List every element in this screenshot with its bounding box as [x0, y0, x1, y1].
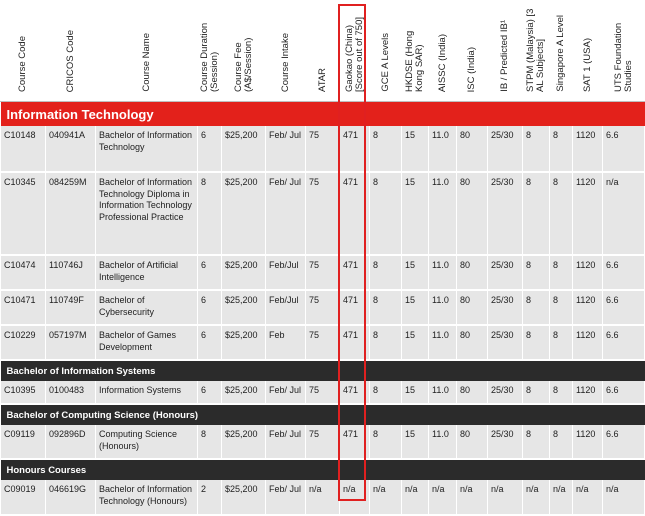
- cell-isc: n/a: [457, 480, 488, 515]
- cell-hkdse: 15: [402, 381, 429, 404]
- cell-course-name: Bachelor of Games Development: [96, 325, 198, 360]
- cell-atar: 75: [306, 290, 340, 325]
- cell-duration: 6: [198, 126, 222, 172]
- cell-cricos-code: 110746J: [46, 255, 96, 290]
- cell-cricos-code: 110749F: [46, 290, 96, 325]
- cell-sat: 1120: [573, 325, 603, 360]
- cell-ib: 25/30: [488, 425, 523, 459]
- cell-course-name: Bachelor of Information Technology: [96, 126, 198, 172]
- cell-gce: 8: [370, 255, 402, 290]
- cell-duration: 6: [198, 290, 222, 325]
- cell-stpm: 8: [523, 172, 550, 255]
- cell-cricos-code: 046619G: [46, 480, 96, 515]
- cell-gce: 8: [370, 290, 402, 325]
- cell-atar: 75: [306, 381, 340, 404]
- cell-ib: 25/30: [488, 290, 523, 325]
- cell-gaokao: 471: [340, 126, 370, 172]
- cell-cricos-code: 057197M: [46, 325, 96, 360]
- cell-course-name: Bachelor of Artificial Intelligence: [96, 255, 198, 290]
- cell-atar: 75: [306, 126, 340, 172]
- section-header-honours-courses: [1, 459, 645, 480]
- cell-duration: 8: [198, 425, 222, 459]
- cell-atar: 75: [306, 172, 340, 255]
- cell-uts-foundation: 6.6: [603, 425, 645, 459]
- column-header: Course Duration (Session): [198, 0, 222, 102]
- cell-uts-foundation: 6.6: [603, 381, 645, 404]
- cell-cricos-code: 092896D: [46, 425, 96, 459]
- column-header: ATAR: [306, 0, 340, 102]
- cell-aissc: 11.0: [429, 126, 457, 172]
- section-title: Honours Courses: [1, 459, 645, 480]
- column-header: ISC (India): [457, 0, 488, 102]
- cell-singapore-a-level: 8: [550, 325, 573, 360]
- cell-sat: 1120: [573, 381, 603, 404]
- cell-sat: 1120: [573, 172, 603, 255]
- column-header: Course Fee (A$/Session): [222, 0, 266, 102]
- column-header: Course Intake: [266, 0, 306, 102]
- cell-gaokao: n/a: [340, 480, 370, 515]
- cell-intake: Feb/Jul: [266, 290, 306, 325]
- cell-intake: Feb/ Jul: [266, 425, 306, 459]
- column-header: CRICOS Code: [46, 0, 96, 102]
- cell-isc: 80: [457, 126, 488, 172]
- column-header: Course Name: [96, 0, 198, 102]
- cell-gce: 8: [370, 172, 402, 255]
- cell-singapore-a-level: 8: [550, 126, 573, 172]
- cell-gaokao: 471: [340, 255, 370, 290]
- cell-gce: 8: [370, 126, 402, 172]
- cell-singapore-a-level: 8: [550, 425, 573, 459]
- header-row: [1, 0, 645, 102]
- section-header-computing-science: [1, 404, 645, 425]
- cell-course-code: C10345: [1, 172, 46, 255]
- cell-isc: 80: [457, 290, 488, 325]
- cell-isc: 80: [457, 325, 488, 360]
- cell-atar: 75: [306, 425, 340, 459]
- cell-singapore-a-level: 8: [550, 255, 573, 290]
- cell-cricos-code: 0100483: [46, 381, 96, 404]
- cell-hkdse: 15: [402, 172, 429, 255]
- cell-duration: 6: [198, 381, 222, 404]
- cell-uts-foundation: n/a: [603, 480, 645, 515]
- cell-gaokao: 471: [340, 381, 370, 404]
- cell-fee: $25,200: [222, 381, 266, 404]
- cell-aissc: 11.0: [429, 381, 457, 404]
- column-header: GCE A Levels: [370, 0, 402, 102]
- section-title: Bachelor of Information Systems: [1, 360, 645, 381]
- cell-intake: Feb/ Jul: [266, 126, 306, 172]
- cell-stpm: 8: [523, 290, 550, 325]
- cell-cricos-code: 040941A: [46, 126, 96, 172]
- cell-course-code: C09019: [1, 480, 46, 515]
- cell-aissc: n/a: [429, 480, 457, 515]
- cell-stpm: 8: [523, 325, 550, 360]
- cell-aissc: 11.0: [429, 325, 457, 360]
- cell-ib: n/a: [488, 480, 523, 515]
- cell-fee: $25,200: [222, 172, 266, 255]
- cell-course-code: C10471: [1, 290, 46, 325]
- cell-course-name: Bachelor of Information Technology Diploma in Information Technology Professional Practice: [96, 172, 198, 255]
- cell-intake: Feb/ Jul: [266, 480, 306, 515]
- cell-hkdse: 15: [402, 255, 429, 290]
- section-header-information-technology: [1, 102, 645, 127]
- cell-duration: 8: [198, 172, 222, 255]
- cell-stpm: 8: [523, 381, 550, 404]
- cell-ib: 25/30: [488, 126, 523, 172]
- table-row: [1, 325, 645, 360]
- cell-isc: 80: [457, 381, 488, 404]
- section-title: Information Technology: [1, 102, 645, 127]
- column-header: SAT 1 (USA): [573, 0, 603, 102]
- cell-ib: 25/30: [488, 172, 523, 255]
- table-row: [1, 172, 645, 255]
- cell-fee: $25,200: [222, 325, 266, 360]
- cell-duration: 2: [198, 480, 222, 515]
- section-title: Bachelor of Computing Science (Honours): [1, 404, 645, 425]
- section-header-information-systems: [1, 360, 645, 381]
- cell-gaokao: 471: [340, 325, 370, 360]
- cell-uts-foundation: n/a: [603, 172, 645, 255]
- cell-isc: 80: [457, 425, 488, 459]
- column-header: HKDSE (Hong Kong SAR): [402, 0, 429, 102]
- cell-course-code: C09119: [1, 425, 46, 459]
- cell-atar: 75: [306, 325, 340, 360]
- cell-fee: $25,200: [222, 290, 266, 325]
- cell-uts-foundation: 6.6: [603, 290, 645, 325]
- cell-stpm: 8: [523, 425, 550, 459]
- cell-gaokao: 471: [340, 290, 370, 325]
- cell-sat: 1120: [573, 425, 603, 459]
- cell-gce: n/a: [370, 480, 402, 515]
- cell-course-code: C10148: [1, 126, 46, 172]
- column-header: AISSC (India): [429, 0, 457, 102]
- cell-singapore-a-level: 8: [550, 381, 573, 404]
- cell-hkdse: n/a: [402, 480, 429, 515]
- cell-fee: $25,200: [222, 480, 266, 515]
- cell-atar: 75: [306, 255, 340, 290]
- cell-aissc: 11.0: [429, 290, 457, 325]
- table-row: [1, 255, 645, 290]
- column-header: UTS Foundation Studies: [603, 0, 645, 102]
- cell-course-name: Bachelor of Cybersecurity: [96, 290, 198, 325]
- cell-course-code: C10395: [1, 381, 46, 404]
- cell-atar: n/a: [306, 480, 340, 515]
- column-header: Gaokao (China) [Score out of 750]: [340, 0, 370, 102]
- cell-uts-foundation: 6.6: [603, 255, 645, 290]
- cell-cricos-code: 084259M: [46, 172, 96, 255]
- cell-sat: 1120: [573, 255, 603, 290]
- cell-intake: Feb/ Jul: [266, 381, 306, 404]
- cell-uts-foundation: 6.6: [603, 325, 645, 360]
- cell-duration: 6: [198, 255, 222, 290]
- cell-gaokao: 471: [340, 425, 370, 459]
- table-row: [1, 381, 645, 404]
- cell-gce: 8: [370, 425, 402, 459]
- cell-course-name: Information Systems: [96, 381, 198, 404]
- table-row: [1, 480, 645, 515]
- cell-gce: 8: [370, 381, 402, 404]
- cell-singapore-a-level: n/a: [550, 480, 573, 515]
- cell-hkdse: 15: [402, 425, 429, 459]
- cell-sat: 1120: [573, 290, 603, 325]
- cell-fee: $25,200: [222, 126, 266, 172]
- cell-ib: 25/30: [488, 325, 523, 360]
- cell-isc: 80: [457, 255, 488, 290]
- cell-stpm: n/a: [523, 480, 550, 515]
- cell-intake: Feb: [266, 325, 306, 360]
- cell-duration: 6: [198, 325, 222, 360]
- cell-stpm: 8: [523, 255, 550, 290]
- cell-ib: 25/30: [488, 255, 523, 290]
- cell-isc: 80: [457, 172, 488, 255]
- cell-course-name: Bachelor of Information Technology (Honours): [96, 480, 198, 515]
- cell-sat: n/a: [573, 480, 603, 515]
- cell-intake: Feb/ Jul: [266, 172, 306, 255]
- cell-stpm: 8: [523, 126, 550, 172]
- cell-course-name: Computing Science (Honours): [96, 425, 198, 459]
- cell-fee: $25,200: [222, 425, 266, 459]
- cell-hkdse: 15: [402, 126, 429, 172]
- cell-aissc: 11.0: [429, 425, 457, 459]
- cell-hkdse: 15: [402, 325, 429, 360]
- column-header: IB / Predicted IB¹: [488, 0, 523, 102]
- column-header: Course Code: [1, 0, 46, 102]
- cell-intake: Feb/Jul: [266, 255, 306, 290]
- table-row: [1, 290, 645, 325]
- cell-aissc: 11.0: [429, 172, 457, 255]
- table-row: [1, 126, 645, 172]
- cell-course-code: C10229: [1, 325, 46, 360]
- table-row: [1, 425, 645, 459]
- cell-fee: $25,200: [222, 255, 266, 290]
- column-header: STPM (Malaysia) [3 AL Subjects]: [523, 0, 550, 102]
- cell-gce: 8: [370, 325, 402, 360]
- cell-gaokao: 471: [340, 172, 370, 255]
- cell-uts-foundation: 6.6: [603, 126, 645, 172]
- cell-hkdse: 15: [402, 290, 429, 325]
- column-header: Singapore A Level: [550, 0, 573, 102]
- cell-ib: 25/30: [488, 381, 523, 404]
- cell-aissc: 11.0: [429, 255, 457, 290]
- cell-singapore-a-level: 8: [550, 290, 573, 325]
- cell-sat: 1120: [573, 126, 603, 172]
- cell-singapore-a-level: 8: [550, 172, 573, 255]
- cell-course-code: C10474: [1, 255, 46, 290]
